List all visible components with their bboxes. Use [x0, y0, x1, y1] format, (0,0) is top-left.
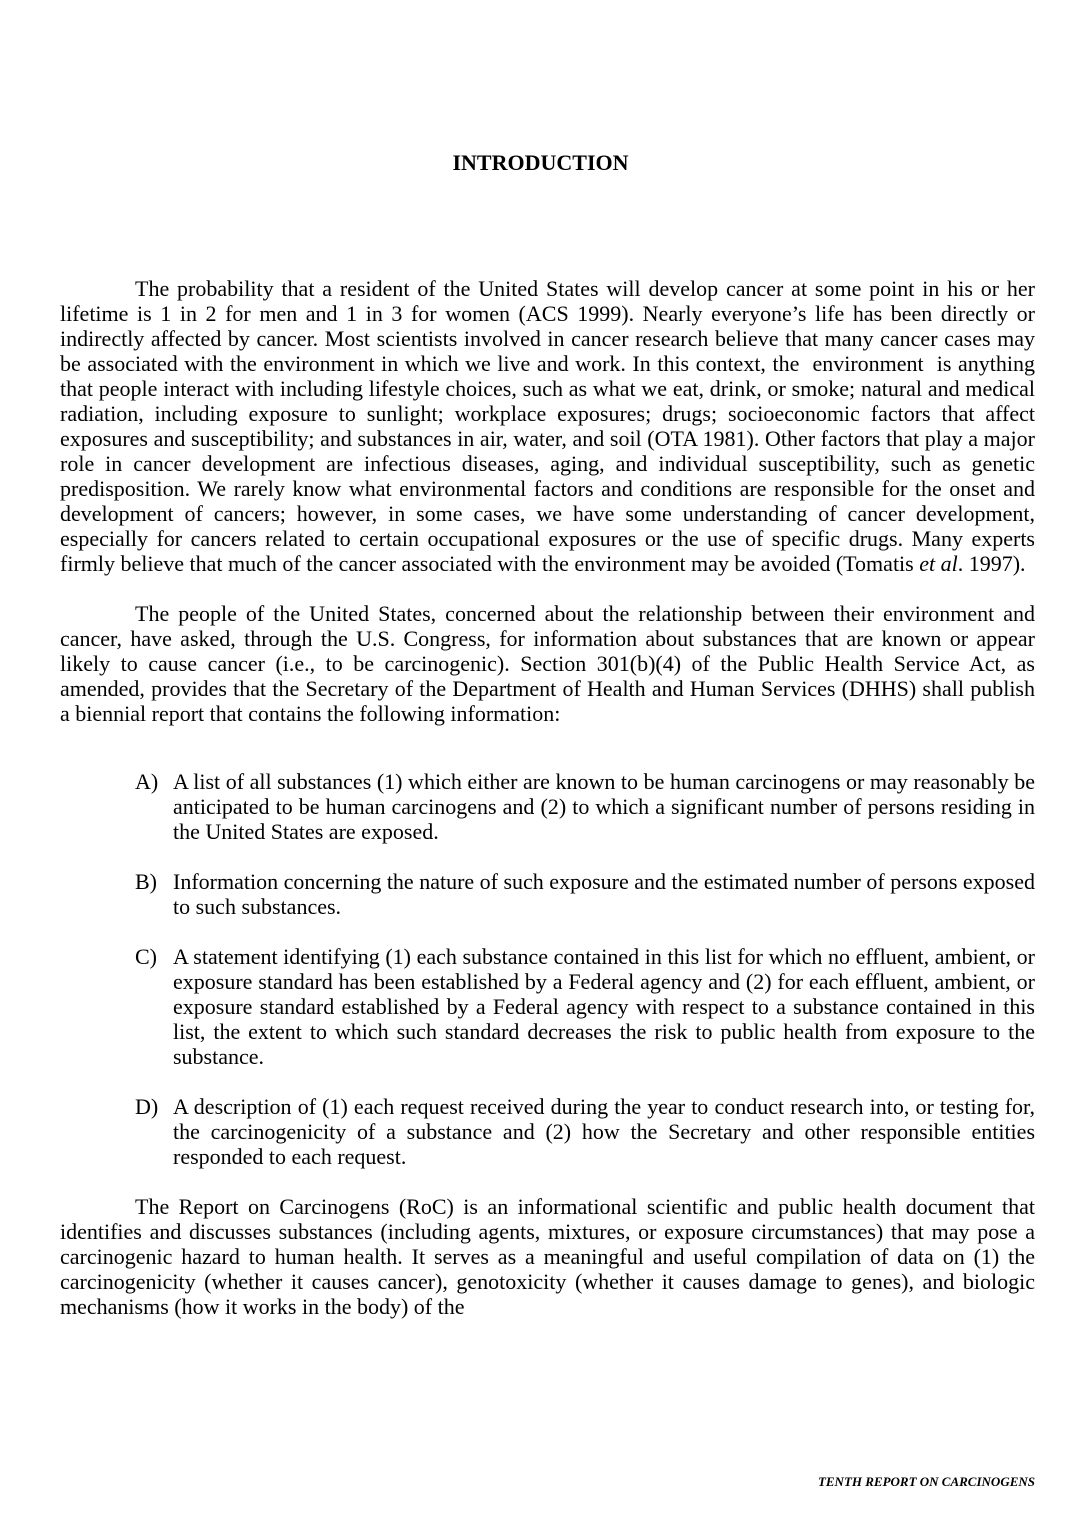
list-marker: B): [135, 869, 157, 894]
list-marker: C): [135, 944, 157, 969]
document-body: [60, 276, 1035, 1344]
paragraph-intro-text: The probability that a resident of the United States will develop cancer at some point in his or her lifetime is 1 in 2 for men and 1 in 3 for women (ACS 1999). Nearly everyone’s life has been directly or indirectly affected by cancer. Most scientists involved in cancer research believe that many cancer cases may be associated with the environment in which we live and work. In this context, the environment is anything that people interact with including lifestyle choices, such as what we eat, drink, or smoke; natural and medical radiation, including exposure to sunlight; workplace exposures; drugs; socioeconomic factors that affect exposures and susceptibility; and substances in air, water, and soil (OTA 1981). Other factors that play a major role in cancer development are infectious diseases, aging, and individual susceptibility, such as genetic predisposition. We rarely know what environmental factors and conditions are responsible for the onset and development of cancers; however, in some cases, we have some understanding of cancer development, especially for cancers related to certain occupational exposures or the use of specific drugs. Many experts firmly believe that much of the cancer associated with the environment may be avoided (Tomatis: [60, 276, 1035, 576]
list-marker: A): [135, 769, 159, 794]
requirements-list: [60, 769, 1035, 1169]
list-item: [60, 1094, 1035, 1169]
list-item: [60, 869, 1035, 919]
list-item-text: A list of all substances (1) which either are known to be human carcinogens or may reasonably be anticipated to be human carcinogens and (2) to which a significant number of persons residing in the United States are exposed.: [173, 769, 1035, 844]
list-item-text: A description of (1) each request received during the year to conduct research into, or testing for, the carcinogenicity of a substance and (2) how the Secretary and other responsible entities responded to each request.: [173, 1094, 1035, 1169]
page-footer: TENTH REPORT ON CARCINOGENS: [817, 1474, 1035, 1489]
list-item-text: A statement identifying (1) each substance contained in this list for which no effluent, ambient, or exposure standard has been established by a Federal agency and (2) for each effluent, ambient, or exposure standard established by a Federal agency with respect to a substance contained in this list, the extent to which such standard decreases the risk to public health from exposure to the substance.: [173, 944, 1035, 1069]
paragraph-roc: The Report on Carcinogens (RoC) is an informational scientific and public health document that identifies and discusses substances (including agents, mixtures, or exposure circumstances) that may pose a carcinogenic hazard to human health. It serves as a meaningful and useful compilation of data on (1) the carcinogenicity (whether it causes cancer), genotoxicity (whether it causes damage to genes), and biologic mechanisms (how it works in the body) of the: [60, 1194, 1035, 1319]
paragraph-congress: The people of the United States, concerned about the relationship between their environment and cancer, have asked, through the U.S. Congress, for information about substances that are known or appear likely to cause cancer (i.e., to be carcinogenic). Section 301(b)(4) of the Public Health Service Act, as amended, provides that the Secretary of the Department of Health and Human Services (DHHS) shall publish a biennial report that contains the following information:: [60, 601, 1035, 726]
paragraph-intro: [60, 276, 1035, 576]
et-al-italic: et al: [919, 551, 958, 576]
list-item: [60, 769, 1035, 844]
list-marker: D): [135, 1094, 159, 1119]
paragraph-intro-end: . 1997).: [957, 551, 1026, 576]
list-item: [60, 944, 1035, 1069]
page-title: INTRODUCTION: [452, 150, 629, 175]
list-item-text: Information concerning the nature of such exposure and the estimated number of persons exposed to such substances.: [173, 869, 1036, 919]
